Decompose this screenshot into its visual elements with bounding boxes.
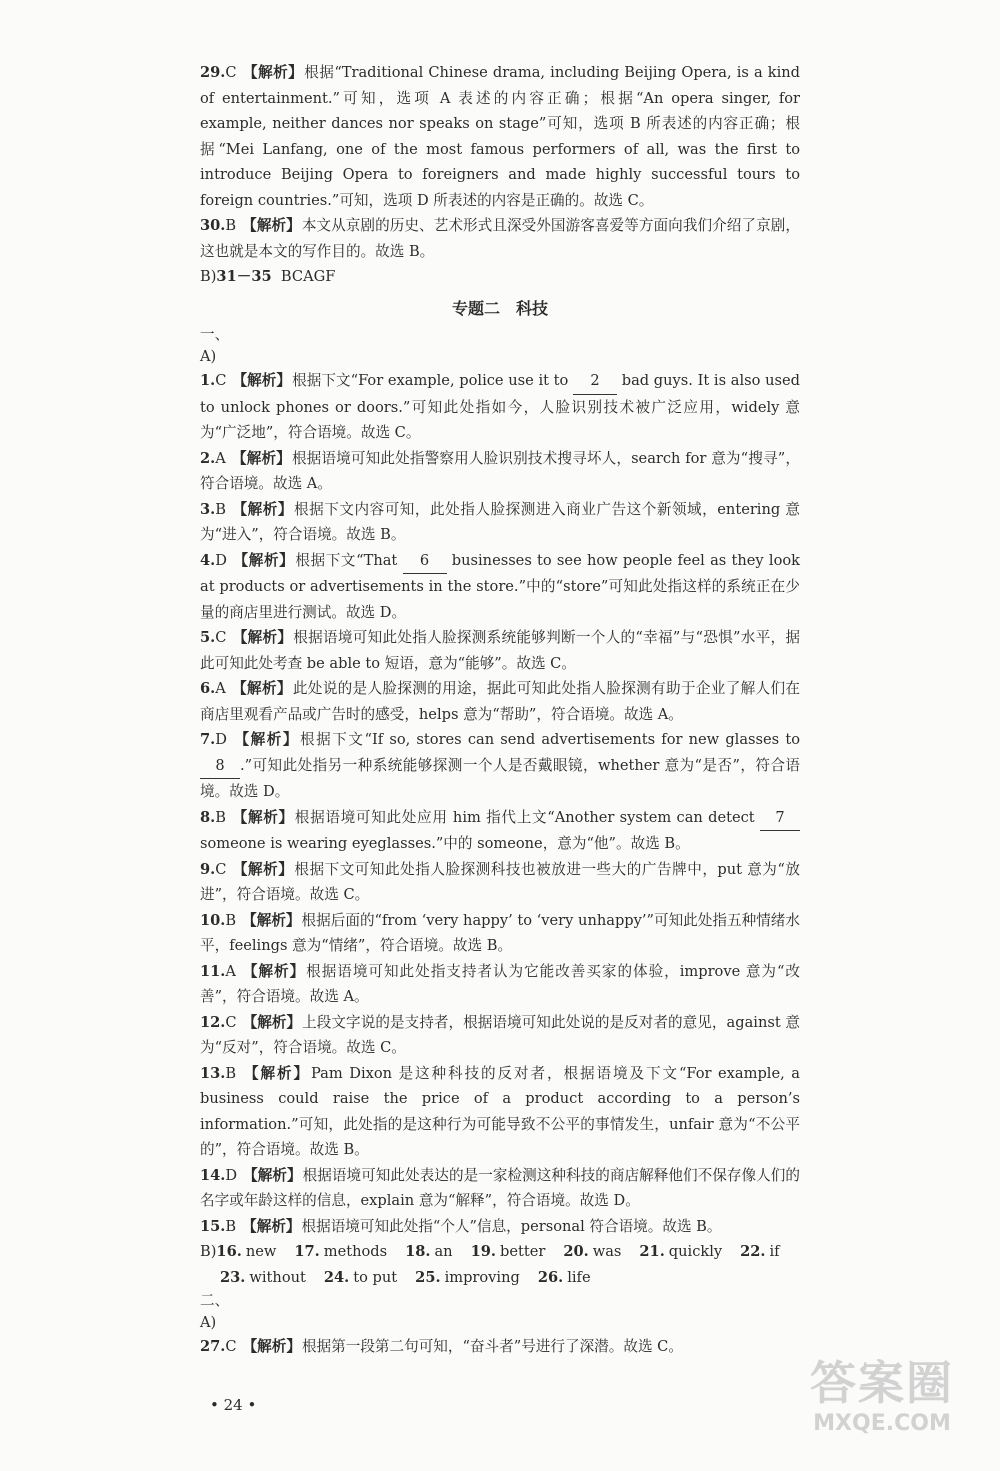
item-number: 19. [470, 1243, 496, 1260]
item-answer: C [215, 629, 227, 646]
item-answer: if [769, 1243, 780, 1260]
item-answer: B [225, 217, 237, 234]
answer-item-15 [200, 1214, 800, 1240]
analysis-text: 上段文字说的是支持者，根据语境可知此处说的是反对者的意见，against 意为“反对”，符合语境。故选 C。 [200, 1013, 800, 1056]
item-answer: C [215, 372, 227, 389]
analysis-text: 根据语境可知此处指支持者认为它能改善买家的体验，improve 意为“改善”，符合语境。故选 A。 [200, 962, 800, 1005]
topic-title: 科技 [516, 299, 549, 318]
item-number: 23. [220, 1268, 246, 1286]
item-answer: D [225, 1166, 238, 1184]
item-answer: C [225, 1338, 237, 1355]
item-number: 26. [537, 1268, 564, 1286]
item-number: 25. [415, 1268, 441, 1286]
item-answer: D [215, 731, 227, 748]
item-number: 14. [200, 1166, 226, 1184]
analysis-text: someone is wearing eyeglasses.”中的 someone，意为“他”。故选 B。 [200, 835, 690, 852]
item-number: 11. [200, 962, 226, 980]
item-number: 15. [200, 1217, 226, 1235]
item-answer: to put [353, 1268, 398, 1286]
item-number: 9. [200, 860, 216, 878]
answer-sequence: BCAGF [280, 268, 336, 285]
analysis-text: 根据语境可知此处表达的是一家检测这种科技的商店解释他们不保存像人们的名字或年龄这样的信息，explain 意为“解释”，符合语境。故选 D。 [200, 1166, 800, 1209]
analysis-text: businesses to see how people feel as they look at products or advertisements in the store.”中的“store”可知此处指这样的系统正在少量的商店里进行测试。故选 D。 [200, 551, 800, 621]
answer-item-9 [200, 857, 800, 908]
analysis-tag: 【解析】 [231, 449, 291, 467]
analysis-text: 根据下文内容可知，此处指人脸探测进入商业广告这个新领域，entering 意为“进入”，符合语境。故选 B。 [200, 500, 800, 543]
answer-item-27 [200, 1334, 800, 1360]
analysis-tag: 【解析】 [231, 680, 292, 697]
analysis-text: .”可知此处指另一种系统能够探测一个人是否戴眼镜，whether 意为“是否”，符合语境。故选 D。 [200, 756, 800, 800]
analysis-text: 根据下文可知此处指人脸探测科技也被放进一些大的广告牌中，put 意为“放进”，符合语境。故选 C。 [200, 860, 800, 903]
analysis-text: 根据语境可知此处指警察用人脸识别技术搜寻坏人，search for 意为“搜寻”，符合语境。故选 A。 [200, 449, 800, 492]
item-answer: D [215, 551, 227, 569]
analysis-text: Pam Dixon 是这种科技的反对者，根据语境及下文“For example, a business could raise the price of a product according to a person’s information.”可知，此处指的是这种行为可能导致不公平的事情发生，unfair 意为“不公平的”，符合语境。故选 B。 [200, 1064, 800, 1158]
section-b-31-35 [200, 264, 800, 290]
item-number: 2. [200, 449, 216, 467]
item-answer: C [225, 1013, 237, 1031]
item-number: 21. [639, 1243, 665, 1260]
item-number: 27. [200, 1338, 226, 1355]
blank-number: 6 [403, 548, 447, 575]
analysis-tag: 【解析】 [243, 1166, 302, 1184]
analysis-tag: 【解析】 [242, 1338, 301, 1355]
page-number: • 24 • [210, 1396, 257, 1414]
item-answer: quickly [668, 1243, 723, 1260]
watermark-text: 答案圈 [810, 1356, 954, 1410]
item-number: 5. [200, 629, 216, 646]
item-answer: C [225, 64, 237, 81]
item-number: 24. [323, 1268, 350, 1286]
watermark-url: MXQE.COM [813, 1411, 951, 1436]
analysis-text: 此处说的是人脸探测的用途，据此可知此处指人脸探测有助于企业了解人们在商店里观看产品或广告时的感受，helps 意为“帮助”，符合语境。故选 A。 [200, 680, 800, 723]
analysis-tag: 【解析】 [231, 808, 294, 826]
answer-item-4 [200, 548, 800, 626]
subsection-label: A) [200, 348, 217, 365]
section-b-16-26-row2 [200, 1265, 800, 1291]
item-number: 8. [200, 808, 216, 826]
analysis-text: 根据后面的“from ‘very happy’ to ‘very unhappy’”可知此处指五种情绪水平，feelings 意为“情绪”，符合语境。故选 B。 [200, 911, 800, 954]
item-answer: new [245, 1243, 277, 1260]
answer-item-5 [200, 625, 800, 676]
item-answer: life [567, 1268, 591, 1286]
watermark-logo [782, 1355, 982, 1465]
analysis-tag: 【解析】 [242, 1217, 301, 1235]
item-number: 22. [740, 1243, 766, 1260]
item-answer: without [249, 1268, 306, 1286]
analysis-text: 根据第一段第二句可知，“奋斗者”号进行了深潜。故选 C。 [301, 1338, 683, 1355]
analysis-tag: 【解析】 [232, 860, 294, 878]
item-answer: B [215, 808, 226, 826]
item-number: 30. [200, 217, 226, 234]
subsection-label: A) [200, 1314, 217, 1331]
answer-item-30 [200, 213, 800, 264]
item-number: 20. [563, 1243, 589, 1260]
blank-number: 8 [200, 753, 240, 780]
item-answer: an [434, 1243, 453, 1260]
item-number: 7. [200, 731, 216, 748]
section-label: B) [200, 268, 217, 285]
item-number: 3. [200, 500, 216, 518]
item-number: 17. [294, 1243, 320, 1260]
blank-number: 7 [760, 805, 800, 832]
answer-item-13 [200, 1061, 800, 1163]
analysis-tag: 【解析】 [242, 217, 301, 234]
item-number: 12. [200, 1013, 226, 1031]
item-answer: C [215, 860, 227, 878]
item-answer: was [592, 1243, 622, 1260]
answer-item-11 [200, 959, 800, 1010]
section-label: B) [200, 1243, 217, 1260]
item-number: 29. [200, 64, 226, 81]
item-number: 6. [200, 680, 216, 697]
item-answer: A [215, 449, 226, 467]
section-number: 一、 [200, 326, 230, 343]
item-answer: improving [444, 1268, 520, 1286]
item-number: 10. [200, 911, 226, 929]
item-number: 13. [200, 1064, 226, 1082]
item-answer: A [215, 680, 226, 697]
analysis-text: 根据语境可知此处应用 him 指代上文“Another system can detect [294, 808, 760, 826]
answer-item-12 [200, 1010, 800, 1061]
section-b-16-26-row1 [200, 1239, 800, 1265]
section-number: 二、 [200, 1292, 230, 1309]
item-number: 18. [405, 1243, 431, 1260]
analysis-text: 本文从京剧的历史、艺术形式且深受外国游客喜爱等方面向我们介绍了京剧，这也就是本文的写作目的。故选 B。 [200, 217, 800, 260]
item-number: 16. [216, 1243, 242, 1260]
answer-item-1 [200, 368, 800, 446]
item-answer: B [225, 1217, 237, 1235]
analysis-text: 根据下文“That [295, 551, 403, 569]
analysis-text: 根据语境可知此处指人脸探测系统能够判断一个人的“幸福”与“恐惧”水平，据此可知此处考查 be able to 短语，意为“能够”。故选 C。 [200, 629, 800, 672]
answer-item-14 [200, 1163, 800, 1214]
analysis-tag: 【解析】 [232, 372, 292, 389]
answer-item-7 [200, 727, 800, 805]
item-number: 4. [200, 551, 216, 569]
blank-number: 2 [573, 368, 617, 395]
answer-item-2 [200, 446, 800, 497]
analysis-text: 根据语境可知此处指“个人”信息，personal 符合语境。故选 B。 [301, 1217, 722, 1235]
item-answer: A [225, 962, 236, 980]
answer-item-3 [200, 497, 800, 548]
analysis-tag: 【解析】 [241, 962, 306, 980]
item-answer: B [225, 1064, 237, 1082]
analysis-text: 根据下文“For example, police use it to [292, 372, 574, 389]
analysis-tag: 【解析】 [242, 1013, 302, 1031]
topic-heading [200, 296, 800, 322]
item-answer: better [499, 1243, 546, 1260]
analysis-tag: 【解析】 [232, 629, 293, 646]
item-answer: methods [323, 1243, 388, 1260]
analysis-text: 根据“Traditional Chinese drama, including Beijing Opera, is a kind of entertainment.”可知，选项 A 表述的内容正确；根据“An opera singer, for example, neither dances nor speaks on stage”可知，选项 B 所表述的内容正确；根据“Mei Lanfang, one of the most famous performers of all, was the first to introduce Beijing Opera to foreigners and made highly successful tours to foreign countries.”可知，选项 D 所表述的内容是正确的。故选 C。 [200, 64, 800, 209]
analysis-text: bad guys. It is also used to unlock phones or doors.”可知此处指如今，人脸识别技术被广泛应用，widely 意为“广泛地”，符合语境。故选 C。 [200, 372, 800, 441]
analysis-tag: 【解析】 [242, 911, 301, 929]
section-one [200, 324, 800, 1360]
answer-item-10 [200, 908, 800, 959]
item-range: 31－35 [216, 268, 272, 285]
analysis-tag: 【解析】 [232, 731, 300, 748]
analysis-tag: 【解析】 [231, 500, 293, 518]
answers-29-30 [200, 60, 800, 290]
answer-item-8 [200, 805, 800, 857]
analysis-tag: 【解析】 [242, 1064, 310, 1082]
answer-item-29 [200, 60, 800, 213]
analysis-tag: 【解析】 [232, 551, 295, 569]
item-number: 1. [200, 372, 216, 389]
topic-number: 专题二 [451, 299, 500, 318]
item-answer: B [225, 911, 237, 929]
item-answer: B [215, 500, 226, 518]
analysis-tag: 【解析】 [242, 64, 304, 81]
answer-item-6 [200, 676, 800, 727]
analysis-text: 根据下文“If so, stores can send advertisements for new glasses to [300, 731, 800, 748]
